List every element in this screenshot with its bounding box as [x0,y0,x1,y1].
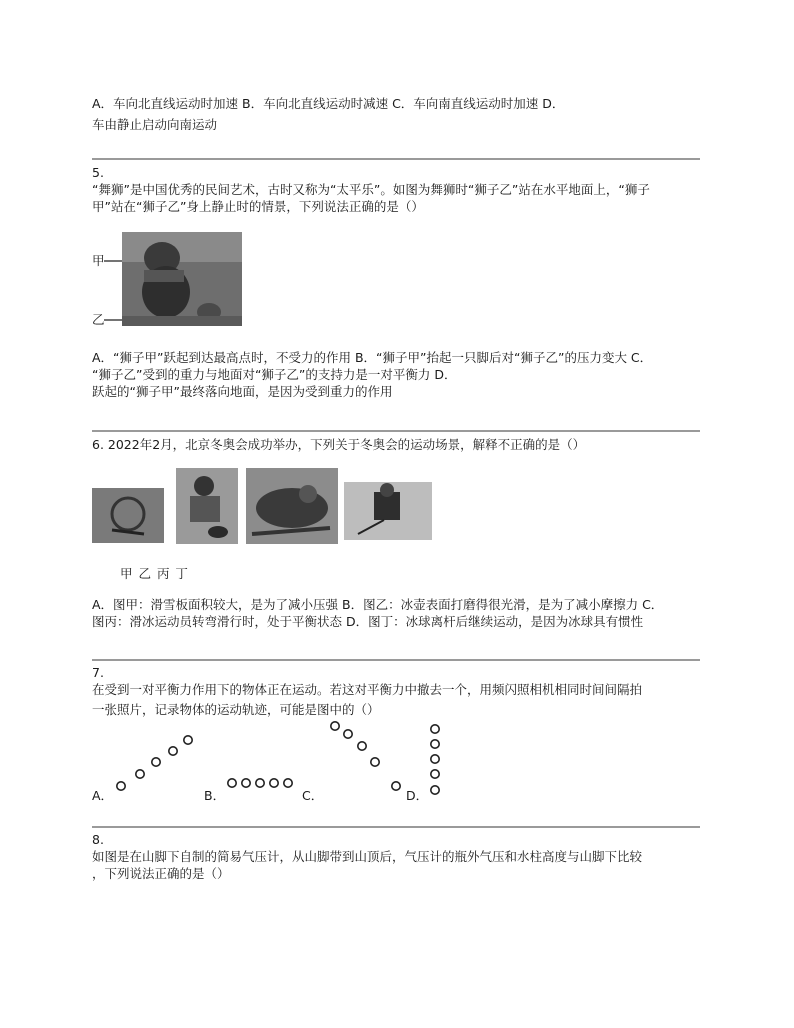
q6-options-line1: A．图甲：滑雪板面积较大，是为了减小压强 B．图乙：冰壶表面打磨得很光滑，是为了减小摩擦力 C． [92,597,664,612]
q6-options-line2: 图丙：滑冰运动员转弯滑行时，处于平衡状态 D．图丁：冰球离杆后继续运动，是因为冰球具有惯性 [92,614,644,629]
option-b-label: B． [204,788,226,803]
q5-options-line1: A．“狮子甲”跃起到达最高点时，不受力的作用 B．“狮子甲”抬起一只脚后对“狮子乙”的压力变大 C． [92,350,653,365]
divider [92,158,700,160]
q8-stem-line2: ，下列说法正确的是（） [92,866,230,881]
trajectory-d [424,720,446,800]
lion-dance-photo [104,230,244,328]
q6-stem: 6. 2022年2月，北京冬奥会成功举办，下列关于冬奥会的运动场景，解释不正确的是（） [92,437,586,452]
q8-stem-line1: 如图是在山脚下自制的简易气压计，从山脚带到山顶后，气压计的瓶外气压和水柱高度与山脚下比较 [92,849,643,864]
ice-hockey-photo [344,482,432,540]
skiing-photo [92,488,164,543]
option-a-label: A． [92,788,114,803]
divider [92,826,700,828]
q8-number: 8. [92,832,104,847]
trajectory-a [110,730,200,796]
q4-options-line2: 车由静止启动向南运动 [92,117,218,132]
divider [92,430,700,432]
q6-image-captions: 甲 乙 丙 丁 [120,566,189,581]
trajectory-c [326,716,408,798]
q5-options-line3: 跃起的“狮子甲”最终落向地面，是因为受到重力的作用 [92,384,393,399]
q5-stem-line1: “舞狮”是中国优秀的民间艺术，古时又称为“太平乐”。如图为舞狮时“狮子乙”站在水平地面上，“狮子 [92,182,650,197]
trajectory-b [222,772,304,794]
q5-number: 5. [92,165,104,180]
q7-number: 7. [92,665,104,680]
divider [92,659,700,661]
label-yi: 乙 [92,312,105,327]
option-c-label: C． [302,788,324,803]
q7-stem-line1: 在受到一对平衡力作用下的物体正在运动。若这对平衡力中撤去一个，用频闪照相机相同时间间隔拍 [92,682,643,697]
label-jia: 甲 [92,253,105,268]
skating-photo [246,468,338,544]
q7-stem-line2: 一张照片，记录物体的运动轨迹，可能是图中的（） [92,702,380,717]
q5-options-line2: “狮子乙”受到的重力与地面对“狮子乙”的支持力是一对平衡力 D． [92,367,457,382]
q4-options-line1: A．车向北直线运动时加速 B．车向北直线运动时减速 C．车向南直线运动时加速 D． [92,96,565,111]
curling-photo [176,468,238,544]
option-d-label: D． [406,788,429,803]
q5-stem-line2: 甲”站在“狮子乙”身上静止时的情景，下列说法正确的是（） [92,199,424,214]
